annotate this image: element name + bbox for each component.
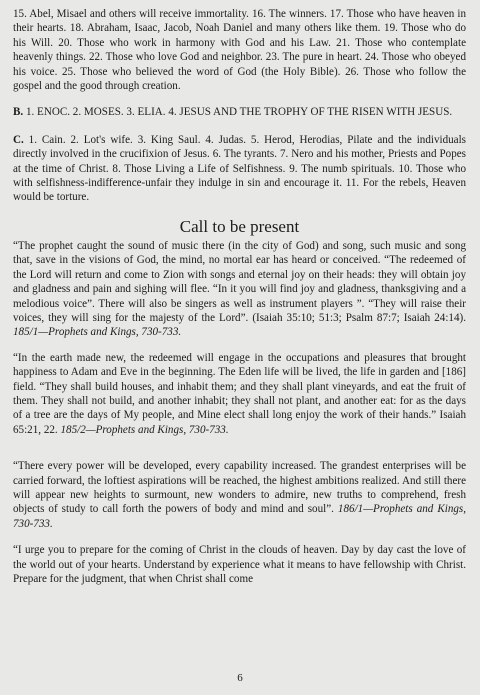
section-heading: Call to be present bbox=[179, 216, 300, 236]
quote-citation-1: 185/1—Prophets and Kings, 730-733. bbox=[13, 326, 182, 339]
section-b bbox=[13, 105, 466, 119]
quote-text-2: “In the earth made new, the redeemed will engage in the occupations and pleasures that brought happiness to Adam and Eve in the beginning. The Eden life will be lived, the life in garden and [186] field. “They shall build houses, and inhabit them; and they shall plant vineyards, and eat the fruit of them. They shall not build, and another inhabit; they shall not plant, and another eat: for as the days of a tree are the days of My people, and Mine elect shall long enjoy the work of their hands.” Isaiah 65:21, 22. bbox=[13, 351, 466, 436]
section-c-label: C. bbox=[13, 133, 24, 146]
list-a-continuation: 15. Abel, Misael and others will receive immortality. 16. The winners. 17. Those who have heaven in their hearts. 18. Abraham, Isaac, Jacob, Noah Daniel and many others like them. 19. Those who do his Will. 20. Those who work in harmony with God and his Law. 21. Those who contemplate heavenly things. 22. Those who love God and neighbor. 23. The pure in heart. 24. Those who obeyed his voice. 25. Those who believed the word of God (the Holy Bible). 26. Those who follow the gospel and the good through creation. bbox=[13, 8, 466, 93]
page-number: 6 bbox=[237, 672, 243, 684]
section-c-text: 1. Cain. 2. Lot's wife. 3. King Saul. 4. Judas. 5. Herod, Herodias, Pilate and the individuals directly involved in the crucifixion of Jesus. 6. The tyrants. 7. Nero and his mother, Priests and Popes at the time of Christ. 8. Those Living a Life of Selfishness. 9. The numb spirituals. 10. Those who with selfishness-indifference-unfair they indulge in sin and encourage it. 11. For the rebels, Heaven would be torture. bbox=[13, 133, 466, 204]
section-b-label: B. bbox=[13, 106, 24, 119]
quote-text-1: “The prophet caught the sound of music there (in the city of God) and song, such music and song that, save in the visions of God, the mind, no mortal ear has heard or conceived. “The redeemed of the Lord will return and come to Zion with songs and eternal joy on their heads: they will obtain joy and gladness and pain and sighing will flee. “In it you will find joy and gladness, thanksgiving and a melodious voice”. There will also be singers as well as instrument players ”. “They will raise their voices, they will sing for the majesty of the Lord”. (Isaiah 35:10; 51:3; Psalm 87:7; Isaiah 24:14). bbox=[13, 239, 466, 324]
quote-citation-3: 186/1—Prophets and Kings, 730-733. bbox=[13, 503, 467, 530]
quote-paragraph-3 bbox=[13, 459, 466, 531]
section-c bbox=[13, 133, 466, 205]
quote-text-3: “There every power will be developed, every capability increased. The grandest enterprises will be carried forward, the loftiest aspirations will be reached, the highest ambitions realized. And still there will appear new heights to surmount, new wonders to admire, new truths to comprehend, fresh objects of study to call forth the powers of body and mind and soul”. bbox=[13, 460, 466, 516]
quote-paragraph-1 bbox=[13, 239, 466, 340]
quote-text-4: “I urge you to prepare for the coming of Christ in the clouds of heaven. Day by day cast the love of the world out of your hearts. Understand by experience what it means to have fellowship with Christ. Prepare for the judgment, that when Christ shall come bbox=[13, 544, 466, 585]
section-b-text: 1. ENOC. 2. MOSES. 3. ELIA. 4. JESUS AND THE TROPHY OF THE RISEN WITH JESUS. bbox=[23, 106, 453, 119]
quote-paragraph-2 bbox=[13, 351, 466, 437]
quote-paragraph-4 bbox=[13, 543, 466, 586]
quote-citation-2: 185/2—Prophets and Kings, 730-733. bbox=[60, 423, 229, 436]
